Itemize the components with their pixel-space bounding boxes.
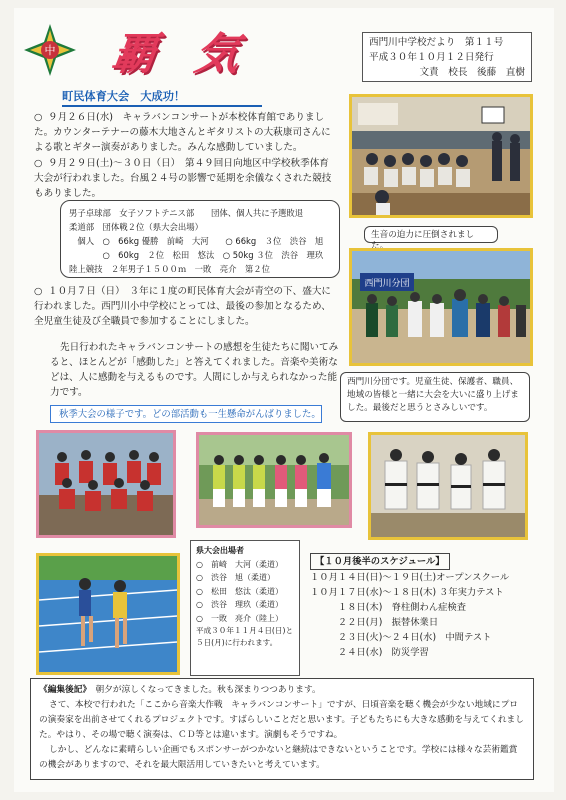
editors-note-title: 《編集後記》 <box>39 685 87 695</box>
judo-team-photo <box>368 432 528 540</box>
result-line: 柔道部 団体戦２位（県大会出場） <box>69 222 203 232</box>
editors-note-line: 朝夕が涼しくなってきました。秋も深まりつつあります。 <box>95 685 321 695</box>
concert-paragraph: 先日行われたキャラバンコンサートの感想を生徒たちに聞いてみると、ほとんどが「感動した」と答えてくれました。音楽や美術などは、人に感動を与えるものです。人間にしか与えられなかった能力です。 <box>50 342 339 398</box>
prefectural-players-box <box>190 540 300 676</box>
autumn-meet-note: 秋季大会の様子です。どの部活動も一生懸命がんばりました。 <box>50 405 322 423</box>
track-race-photo <box>36 553 180 675</box>
group-photo <box>349 248 533 366</box>
event-results-box <box>60 200 340 278</box>
editors-note-line: さて、本校で行われた「ここから音楽大作戦 キャラバンコンサート」ですが、日頃音楽を聴く機会が少ない地域にプロの演奏家を出前させてくれるプロジェクトです。すばらしいことだと思います。子どもたちにも大きな感動を与えてくれました。やはり、その場で聴く演奏は、ＣＤ等とは違います。演劇もそうですね。 <box>39 700 524 740</box>
result-line: 陸上競技 ２年男子１５００ｍ 一敗 亮介 第２位 <box>69 264 270 274</box>
bullet: ○ <box>34 158 43 169</box>
issue-date: 平成３０年１０月１２日発行 <box>369 52 494 63</box>
schedule-line: ２３日(火)〜２４日(水) 中間テスト <box>310 632 492 643</box>
concert-photo <box>349 94 533 218</box>
result-line: 男子卓球部 女子ソフトテニス部 団体、個人共に予選敗退 <box>69 208 304 218</box>
schedule-line: １８日(木) 脊柱側わん症検査 <box>310 602 467 613</box>
result-line: ○ 60kg ２位 松田 悠汰 ○ 50kg ３位 渋谷 理玖 <box>69 250 324 260</box>
group-banner-text: 西門川分団 <box>364 279 410 289</box>
group-caption: 西門川分団です。児童生徒、保護者、職員、地域の皆様と一緒に大会を大いに盛り上げました。最後だと思うとさみしいです。 <box>340 372 530 422</box>
concert-caption: 生音の迫力に圧倒されました。 <box>364 226 498 243</box>
article-item-3 <box>34 284 340 329</box>
table-tennis-team-photo <box>36 430 176 538</box>
player-item: ○ 松田 悠汰（柔道） <box>196 586 283 596</box>
result-line: 個人 ○ 66kg 優勝 前崎 大河 ○ 66kg ３位 渋谷 旭 <box>69 236 324 246</box>
article-item-1 <box>34 110 334 155</box>
schedule-section <box>310 553 528 671</box>
article-text: ９月２６日(水) キャラバンコンサートが本校体育館でありました。カウンターテナーの藤木大地さんとギタリストの大萩康司さんによる歌とギター演奏がありました。みんな感動していました。 <box>34 112 331 153</box>
newsletter-title: 覇 気 <box>108 29 255 80</box>
player-item: ○ 渋谷 旭（柔道） <box>196 573 275 582</box>
bullet: ○ <box>34 112 43 123</box>
issue-info-box <box>362 32 532 82</box>
tennis-photo-image <box>199 435 349 525</box>
article-item-2 <box>34 156 334 201</box>
schedule-line: １０月１７日(水)〜１８日(木) ３年実力テスト <box>310 587 504 598</box>
article-text: ９月２９日(土)〜３０日（日） 第４９回日向地区中学校秋季体育大会が行われました。台風２４号の影響で延期を余儀なくされた競技もありました。 <box>34 158 332 199</box>
players-footer: 平成３０年１１月４日(日)と５日(月)に行われます。 <box>196 626 294 647</box>
editors-note-line: しかし、どんなに素晴らしい企画でもスポンサーがつかないと継続はできないということです。学校には様々な芸術鑑賞の機会がありますので、それを最大限活用していきたいと考えています。 <box>39 745 518 770</box>
schedule-line: ２２日(月) 振替休業日 <box>310 617 439 628</box>
judo-photo-image <box>371 435 525 537</box>
schedule-line: ２４日(水) 防災学習 <box>310 647 429 658</box>
author: 文責 校長 後藤 直樹 <box>419 67 525 78</box>
bullet: ○ <box>34 286 43 297</box>
svg-text:中: 中 <box>44 44 56 57</box>
player-item: ○ 渋谷 理玖（柔道） <box>196 600 283 609</box>
newsletter-name: 西門川中学校だより 第１１号 <box>369 37 504 48</box>
article-text: １０月７日（日） ３年に１度の町民体育大会が青空の下、盛大に行われました。西門川小中学校にとっては、最後の参加となるため、全児童生徒及び全職員で参加することにしました。 <box>34 286 332 327</box>
schedule-line: １０月１４日(日)〜１９日(土)オープンスクール <box>310 572 510 583</box>
editors-note-first <box>39 683 525 698</box>
schedule-title: 【１０月後半のスケジュール】 <box>310 553 450 570</box>
track-photo-image <box>39 556 177 672</box>
player-item: ○ 一敗 亮介（陸上） <box>196 613 283 623</box>
editors-note-box <box>30 678 534 780</box>
headline: 町民体育大会 大成功！ <box>62 88 262 107</box>
concert-photo-image <box>352 97 530 215</box>
school-emblem-icon <box>22 22 78 78</box>
team-photo-image <box>39 433 173 535</box>
players-title: 県大会出場者 <box>196 546 244 555</box>
group-photo-image <box>352 251 530 363</box>
player-item: ○ 前崎 大河（柔道） <box>196 559 283 569</box>
tennis-team-photo <box>196 432 352 528</box>
